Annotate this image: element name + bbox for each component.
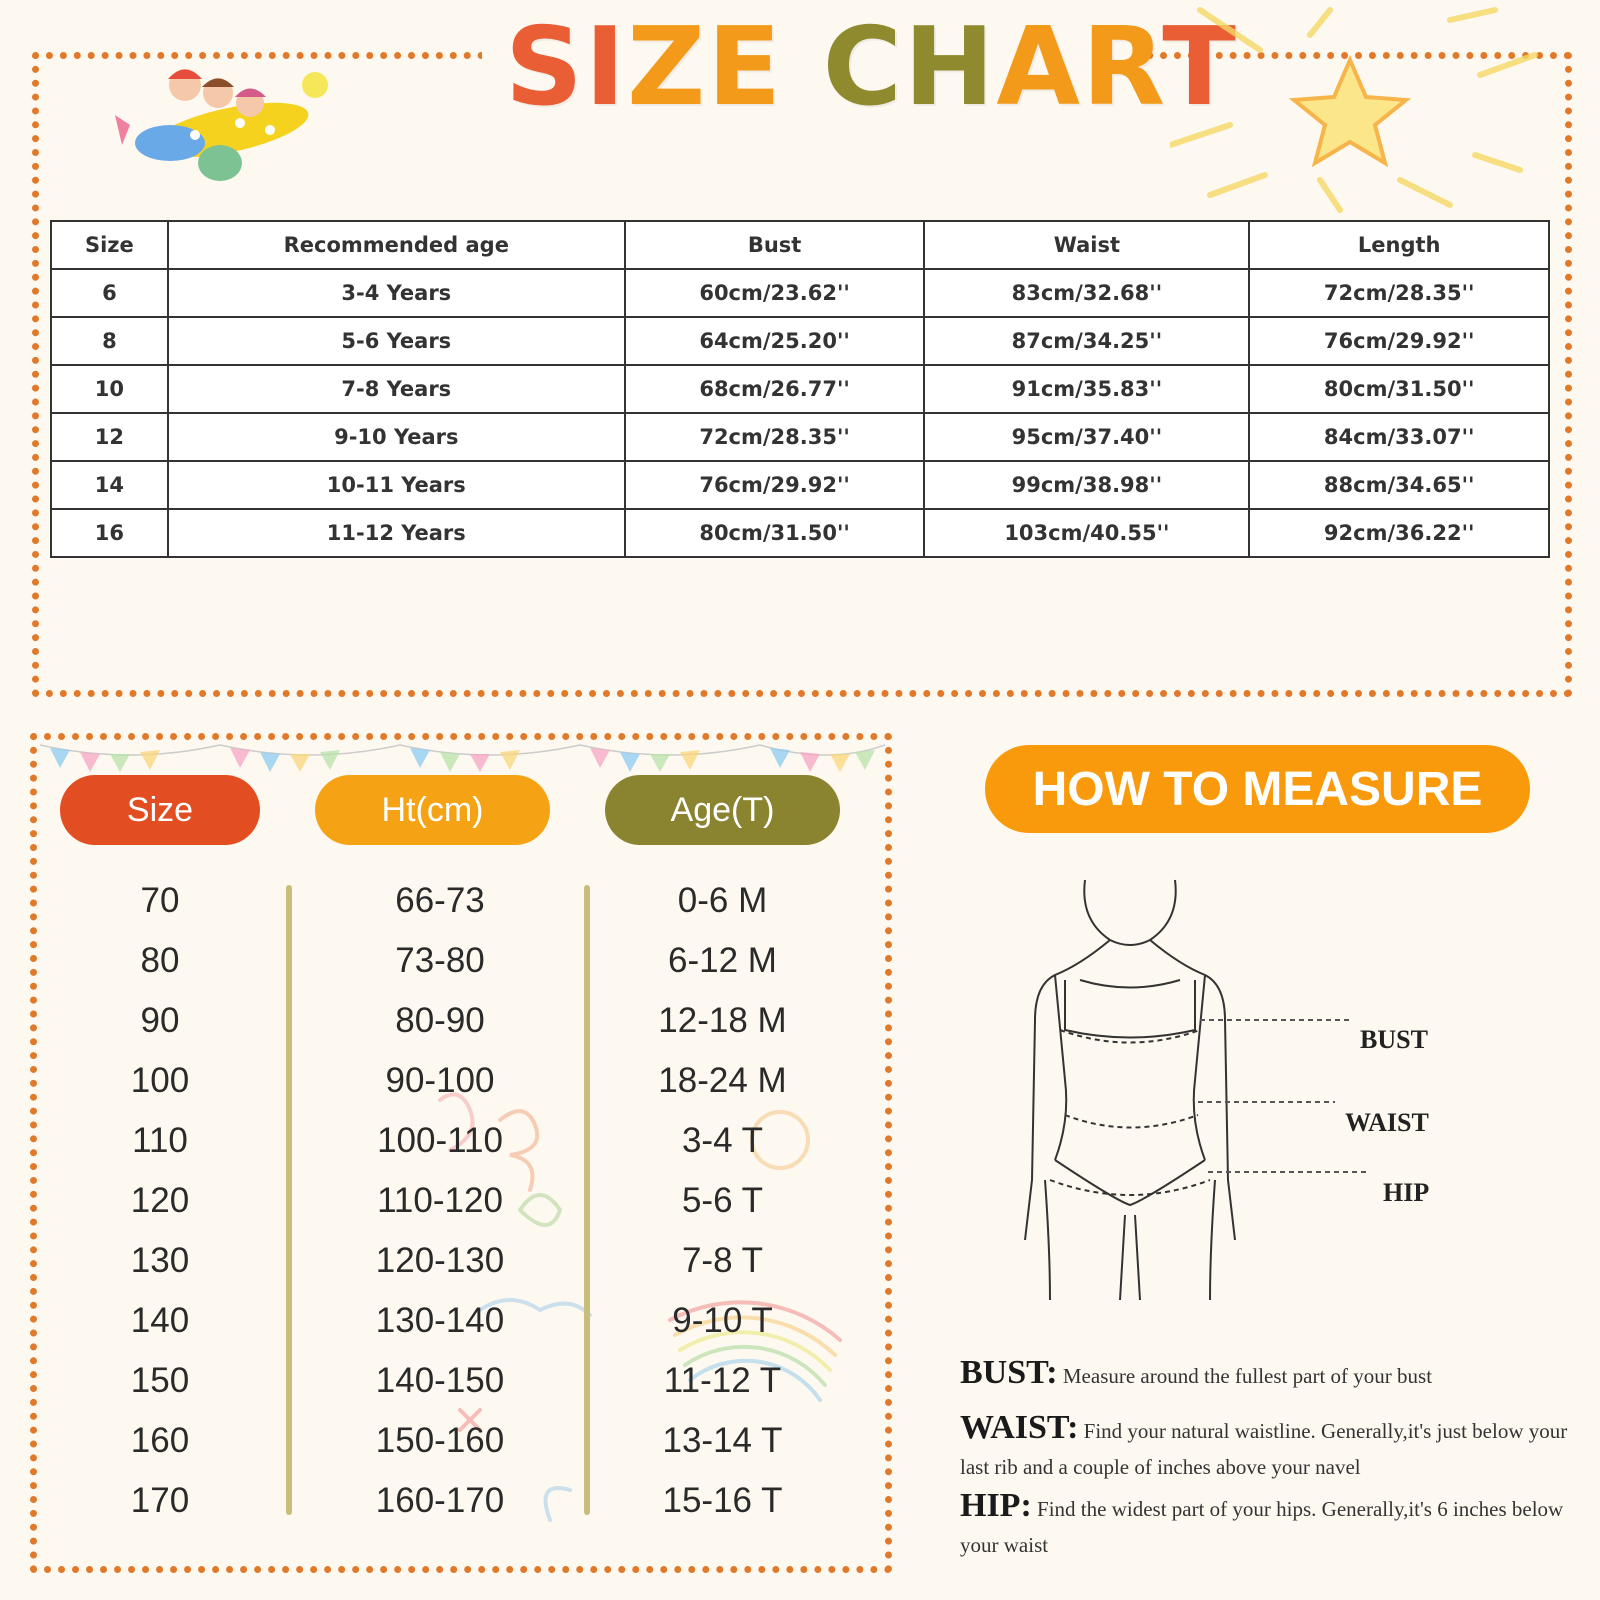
size-value: 70 [140, 881, 180, 920]
cell-length: 72cm/28.35'' [1249, 269, 1549, 317]
waist-description [960, 1410, 1570, 1485]
header-bust: Bust [625, 221, 925, 269]
cell-size: 6 [51, 269, 168, 317]
cell-bust: 60cm/23.62'' [625, 269, 925, 317]
size-value: 160 [130, 1421, 190, 1460]
hip-label: HIP [1383, 1178, 1430, 1207]
cell-waist: 95cm/37.40'' [924, 413, 1249, 461]
cell-age: 11-12 Years [168, 509, 625, 557]
table-row [51, 269, 1549, 317]
column-divider [584, 885, 590, 1515]
height-value: 150-160 [375, 1421, 505, 1460]
cell-age: 3-4 Years [168, 269, 625, 317]
age-value: 13-14 T [662, 1421, 783, 1460]
age-value: 12-18 M [658, 1001, 787, 1040]
waist-text: Find your natural waistline. Generally,it's just below your last rib and a couple of inches above your navel [960, 1419, 1568, 1479]
waist-term: WAIST: [960, 1409, 1079, 1446]
cell-bust: 68cm/26.77'' [625, 365, 925, 413]
star-icon [1170, 5, 1550, 215]
height-header-pill: Ht(cm) [315, 775, 550, 845]
cell-age: 10-11 Years [168, 461, 625, 509]
age-value: 6-12 M [668, 941, 777, 980]
bust-term: BUST: [960, 1354, 1058, 1391]
age-value: 0-6 M [677, 881, 768, 920]
cell-waist: 91cm/35.83'' [924, 365, 1249, 413]
height-value: 120-130 [375, 1241, 505, 1280]
cell-bust: 76cm/29.92'' [625, 461, 925, 509]
cell-length: 92cm/36.22'' [1249, 509, 1549, 557]
cell-age: 7-8 Years [168, 365, 625, 413]
height-value: 80-90 [395, 1001, 485, 1040]
cell-size: 16 [51, 509, 168, 557]
height-value: 73-80 [395, 941, 485, 980]
size-value: 130 [130, 1241, 190, 1280]
age-value: 9-10 T [672, 1301, 773, 1340]
cell-size: 10 [51, 365, 168, 413]
bust-text: Measure around the fullest part of your bust [1062, 1364, 1433, 1388]
size-table [50, 220, 1550, 558]
height-value: 100-110 [377, 1121, 503, 1160]
height-value: 90-100 [385, 1061, 495, 1100]
age-value: 18-24 M [658, 1061, 787, 1100]
cell-bust: 72cm/28.35'' [625, 413, 925, 461]
hip-description [960, 1488, 1570, 1563]
cell-size: 14 [51, 461, 168, 509]
height-value: 110-120 [377, 1181, 503, 1220]
size-value: 110 [132, 1121, 188, 1160]
table-row [51, 317, 1549, 365]
size-column [80, 868, 240, 1528]
age-value: 15-16 T [662, 1481, 783, 1520]
age-header-pill: Age(T) [605, 775, 840, 845]
cell-waist: 83cm/32.68'' [924, 269, 1249, 317]
cell-age: 9-10 Years [168, 413, 625, 461]
cell-size: 12 [51, 413, 168, 461]
cell-waist: 87cm/34.25'' [924, 317, 1249, 365]
header-recommended-age: Recommended age [168, 221, 625, 269]
cell-length: 84cm/33.07'' [1249, 413, 1549, 461]
size-header-pill: Size [60, 775, 260, 845]
cell-bust: 64cm/25.20'' [625, 317, 925, 365]
cell-waist: 99cm/38.98'' [924, 461, 1249, 509]
how-to-measure-title: HOW TO MEASURE [985, 745, 1530, 833]
body-outline-icon [1020, 870, 1440, 1320]
age-value: 5-6 T [681, 1181, 764, 1220]
bust-description [960, 1355, 1570, 1394]
bust-label: BUST [1360, 1025, 1428, 1054]
size-value: 100 [130, 1061, 190, 1100]
table-row [51, 461, 1549, 509]
cell-size: 8 [51, 317, 168, 365]
column-divider [286, 885, 292, 1515]
table-header-row [51, 221, 1549, 269]
age-value: 11-12 T [663, 1361, 782, 1400]
size-value: 170 [130, 1481, 190, 1520]
age-value: 3-4 T [681, 1121, 764, 1160]
cell-age: 5-6 Years [168, 317, 625, 365]
table-row [51, 509, 1549, 557]
age-column [615, 868, 830, 1528]
height-value: 66-73 [395, 881, 485, 920]
size-value: 140 [130, 1301, 190, 1340]
table-row [51, 365, 1549, 413]
airplane-kids-icon [110, 45, 340, 185]
height-value: 130-140 [375, 1301, 505, 1340]
cell-length: 80cm/31.50'' [1249, 365, 1549, 413]
page-title: SIZE CHART [505, 5, 1238, 130]
table-row [51, 413, 1549, 461]
bunting-decoration [40, 740, 885, 780]
header-size: Size [51, 221, 168, 269]
size-value: 120 [130, 1181, 190, 1220]
hip-term: HIP: [960, 1487, 1032, 1524]
age-value: 7-8 T [681, 1241, 764, 1280]
waist-label: WAIST [1345, 1108, 1429, 1137]
cell-length: 76cm/29.92'' [1249, 317, 1549, 365]
height-value: 160-170 [375, 1481, 505, 1520]
header-length: Length [1249, 221, 1549, 269]
header-waist: Waist [924, 221, 1249, 269]
height-value: 140-150 [375, 1361, 505, 1400]
size-value: 150 [130, 1361, 190, 1400]
cell-waist: 103cm/40.55'' [924, 509, 1249, 557]
size-value: 90 [140, 1001, 180, 1040]
size-value: 80 [140, 941, 180, 980]
height-column [330, 868, 550, 1528]
cell-length: 88cm/34.65'' [1249, 461, 1549, 509]
hip-text: Find the widest part of your hips. Generally,it's 6 inches below your waist [960, 1497, 1564, 1557]
cell-bust: 80cm/31.50'' [625, 509, 925, 557]
